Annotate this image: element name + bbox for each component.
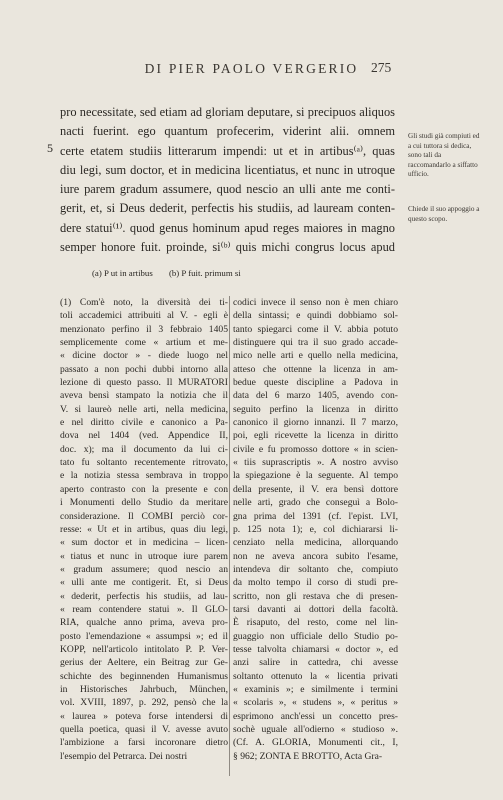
commentary-line: V. si laureò nelle arti, nella medicina,	[60, 403, 228, 415]
commentary-right-column	[233, 296, 398, 763]
commentary-line: esprimono anch'essi un concetto pres-	[233, 710, 398, 722]
commentary-line: tanto spiegarci come il V. abbia potuto	[233, 323, 398, 335]
commentary-line: aveva bensì stampato la notizia che il	[60, 390, 228, 402]
commentary-line: « scolaris », « studens », « peritus »	[233, 697, 398, 709]
margin-note: Chiede il suo appoggio a questo scopo.	[408, 205, 480, 223]
commentary-line: l'esempio del Petrarca. Dei nostri	[60, 750, 188, 762]
critical-apparatus	[92, 268, 392, 278]
commentary-line: quella poetica, quasi il V. avesse avuto	[60, 724, 228, 735]
commentary-line: aperto contrasto con la presente e con	[60, 483, 228, 495]
commentary-line: lezione di questo passo. Il MURATORI	[60, 377, 228, 389]
commentary-line: poi, egli ricevette la licenza in diritto	[233, 430, 398, 442]
main-text-line: pro necessitate, sed etiam ad gloriam deputare, si precipuos aliquos	[60, 105, 395, 119]
main-text-block	[60, 103, 395, 257]
commentary-line: sochè uguale all'odierno « studioso ».	[233, 724, 398, 735]
commentary-line: RIA, qualche anno prima, aveva pro-	[60, 617, 228, 629]
main-text-line: dere statui⁽¹⁾. quod genus hominum apud reges maiores in magno	[60, 220, 395, 235]
commentary-line: gna prima del 1391 (cf. l'epist. LVI,	[233, 510, 398, 522]
commentary-line: toli accademici attribuiti al V. - egli è	[60, 310, 228, 322]
commentary-line: l'ambizione a farsi incoronare dietro	[60, 737, 228, 749]
commentary-line: non ne aveva ancora subito l'esame,	[233, 550, 398, 562]
commentary-line: doc. x); ma il documento da lui ci-	[60, 443, 228, 455]
main-text-line: nacti fuerint. ego quantum profecerim, viderint alii. omnem	[60, 124, 395, 139]
main-text-line: iure parem gradum assumere, quod nescio an ulli ante me conti-	[60, 182, 395, 197]
commentary-line: atteso che ottenne la licenza in am-	[233, 363, 398, 375]
commentary-line: codici invece il senso non è men chiaro	[233, 297, 398, 308]
commentary-line: (1) Com'è noto, la diversità dei ti-	[60, 297, 228, 308]
commentary-line: in Historisches Jahrbuch, München,	[60, 683, 228, 695]
commentary-line: intendeva dir soltanto che, compiuto	[233, 563, 398, 575]
commentary-line: e la notizia stessa sembrava in troppo	[60, 470, 228, 482]
commentary-line: data del 6 marzo 1405, avendo con-	[233, 390, 398, 402]
commentary-line: « laurea » poteva forse intendersi di	[60, 710, 228, 722]
commentary-line: guaggio non ufficiale dello Studio po-	[233, 630, 398, 642]
commentary-line: schichte des beginnenden Humanismus	[60, 670, 228, 682]
commentary-left-column	[60, 296, 228, 763]
apparatus-note-a: (a) P ut in artibus	[92, 268, 153, 278]
commentary-line: mico nelle arti e quello nella medicina,	[233, 350, 398, 362]
commentary-line: « tiis suprascriptis ». A nostro avviso	[233, 457, 398, 469]
commentary-line: « ulli ante me contigerit. Et, si Deus	[60, 577, 228, 589]
commentary-line: passato a non pochi dubbi intorno alla	[60, 363, 228, 375]
running-title: DI PIER PAOLO VERGERIO	[144, 61, 359, 76]
running-head	[0, 61, 503, 81]
commentary-line: « dederit, perfectis his studiis, ad lau-	[60, 590, 228, 602]
column-divider	[229, 296, 230, 776]
commentary-line: anzi salire in cattedra, chi avesse	[233, 657, 398, 669]
commentary-line: « tiatus et nunc in utroque iure parem	[60, 550, 228, 562]
commentary-line: da molto tempo il corso di studi pre-	[233, 577, 398, 589]
commentary-line: seguito perfino la licenza in diritto	[233, 403, 398, 415]
commentary-line: scritto, non gli restava che di presen-	[233, 590, 398, 602]
commentary-line: canonico il giorno innanzi. Il 7 marzo,	[233, 417, 398, 429]
commentary-line: p. 125 nota 1); e, col dichiararsi li-	[233, 523, 398, 535]
commentary-line: civile e fu promosso dottore « in scien-	[233, 443, 398, 455]
commentary-line: e nel diritto civile e canonico a Pa-	[60, 417, 228, 429]
margin-note: Gli studi già compiuti ed a cui tuttora si dedica, sono tali da raccomandarlo a siffatto ufficio.	[408, 132, 480, 179]
apparatus-note-b: (b) P fuit. primum si	[168, 268, 241, 278]
commentary-line: gerius der Aeltere, ein Beitrag zur Ge-	[60, 657, 228, 669]
commentary-line: tarsi davanti ai dottori della facoltà.	[233, 603, 398, 615]
commentary-line: della sintassi; e quindi dobbiamo sol-	[233, 310, 398, 322]
commentary-line: È risaputo, del resto, come nel lin-	[233, 617, 398, 629]
commentary-line: semplicemente come « artium et me-	[60, 337, 228, 349]
commentary-line: « sum doctor et in medicina – licen-	[60, 537, 228, 549]
main-text-line: diu legi, sum doctor, et in medicina licentiatus, et nunc in utroque	[60, 162, 395, 177]
commentary-line: soltanto ottenuto la « licentia privati	[233, 670, 398, 682]
commentary-line: posto l'emendazione « assumpsi »; ed il	[60, 630, 228, 642]
main-text-line: semper honore fuit. proinde, si⁽ᵇ⁾ quis michi congrus locus apud	[60, 240, 395, 255]
commentary-line: « dicine doctor » - diede luogo nel	[60, 350, 228, 362]
commentary-line: i Monumenti dello Studio da meritare	[60, 497, 228, 509]
line-number: 5	[47, 141, 53, 155]
commentary-line: resse: « Ut et in artibus, quas diu legi,	[60, 523, 228, 535]
commentary-line: § 962; ZONTA E BROTTO, Acta Gra-	[233, 750, 383, 762]
commentary-line: vol. XVIII, 1897, p. 292, pensò che la	[60, 697, 228, 709]
commentary-line: tato fu soltanto recentemente ritrovato,	[60, 457, 228, 469]
commentary-line: tesse talvolta chiamarsi « doctor », ed	[233, 643, 398, 655]
commentary-line: dova nel 1404 (ved. Appendice II,	[60, 430, 228, 442]
commentary-line: menzionato perfino il 3 febbraio 1405	[60, 323, 228, 335]
commentary-line: la spiegazione è la seguente. Al tempo	[233, 470, 398, 482]
commentary-line: KOPP, nell'articolo intitolato P. P. Ver-	[60, 643, 228, 655]
commentary-line: distinguere qui tra il suo grado accade-	[233, 337, 398, 349]
commentary-line: della presente, il V. era bensì dottore	[233, 483, 398, 495]
commentary-line: bedue queste discipline a Padova in	[233, 377, 398, 389]
main-text-line: certe etatem studiis litterarum impendi: ut et in artibus⁽ᵃ⁾, quas	[60, 143, 395, 158]
commentary-line: « examinis »; e similmente i termini	[233, 683, 398, 695]
page-number: 275	[371, 60, 392, 75]
commentary-line: considerazione. Il COMBI perciò cor-	[60, 510, 228, 522]
commentary-line: « gradum assumere; quod nescio an	[60, 563, 228, 575]
commentary-line: nelle arti, grado che conseguì a Bolo-	[233, 497, 398, 509]
main-text-line: gerit, et, si Deus dederit, perfectis his studiis, ad lauream conten-	[60, 201, 395, 216]
commentary-line: « ream contendere statui ». Il GLO-	[60, 603, 228, 615]
commentary-line: (Cf. A. GLORIA, Monumenti cit., I,	[233, 737, 398, 749]
commentary-line: cenziato nella medicina, allorquando	[233, 537, 398, 549]
